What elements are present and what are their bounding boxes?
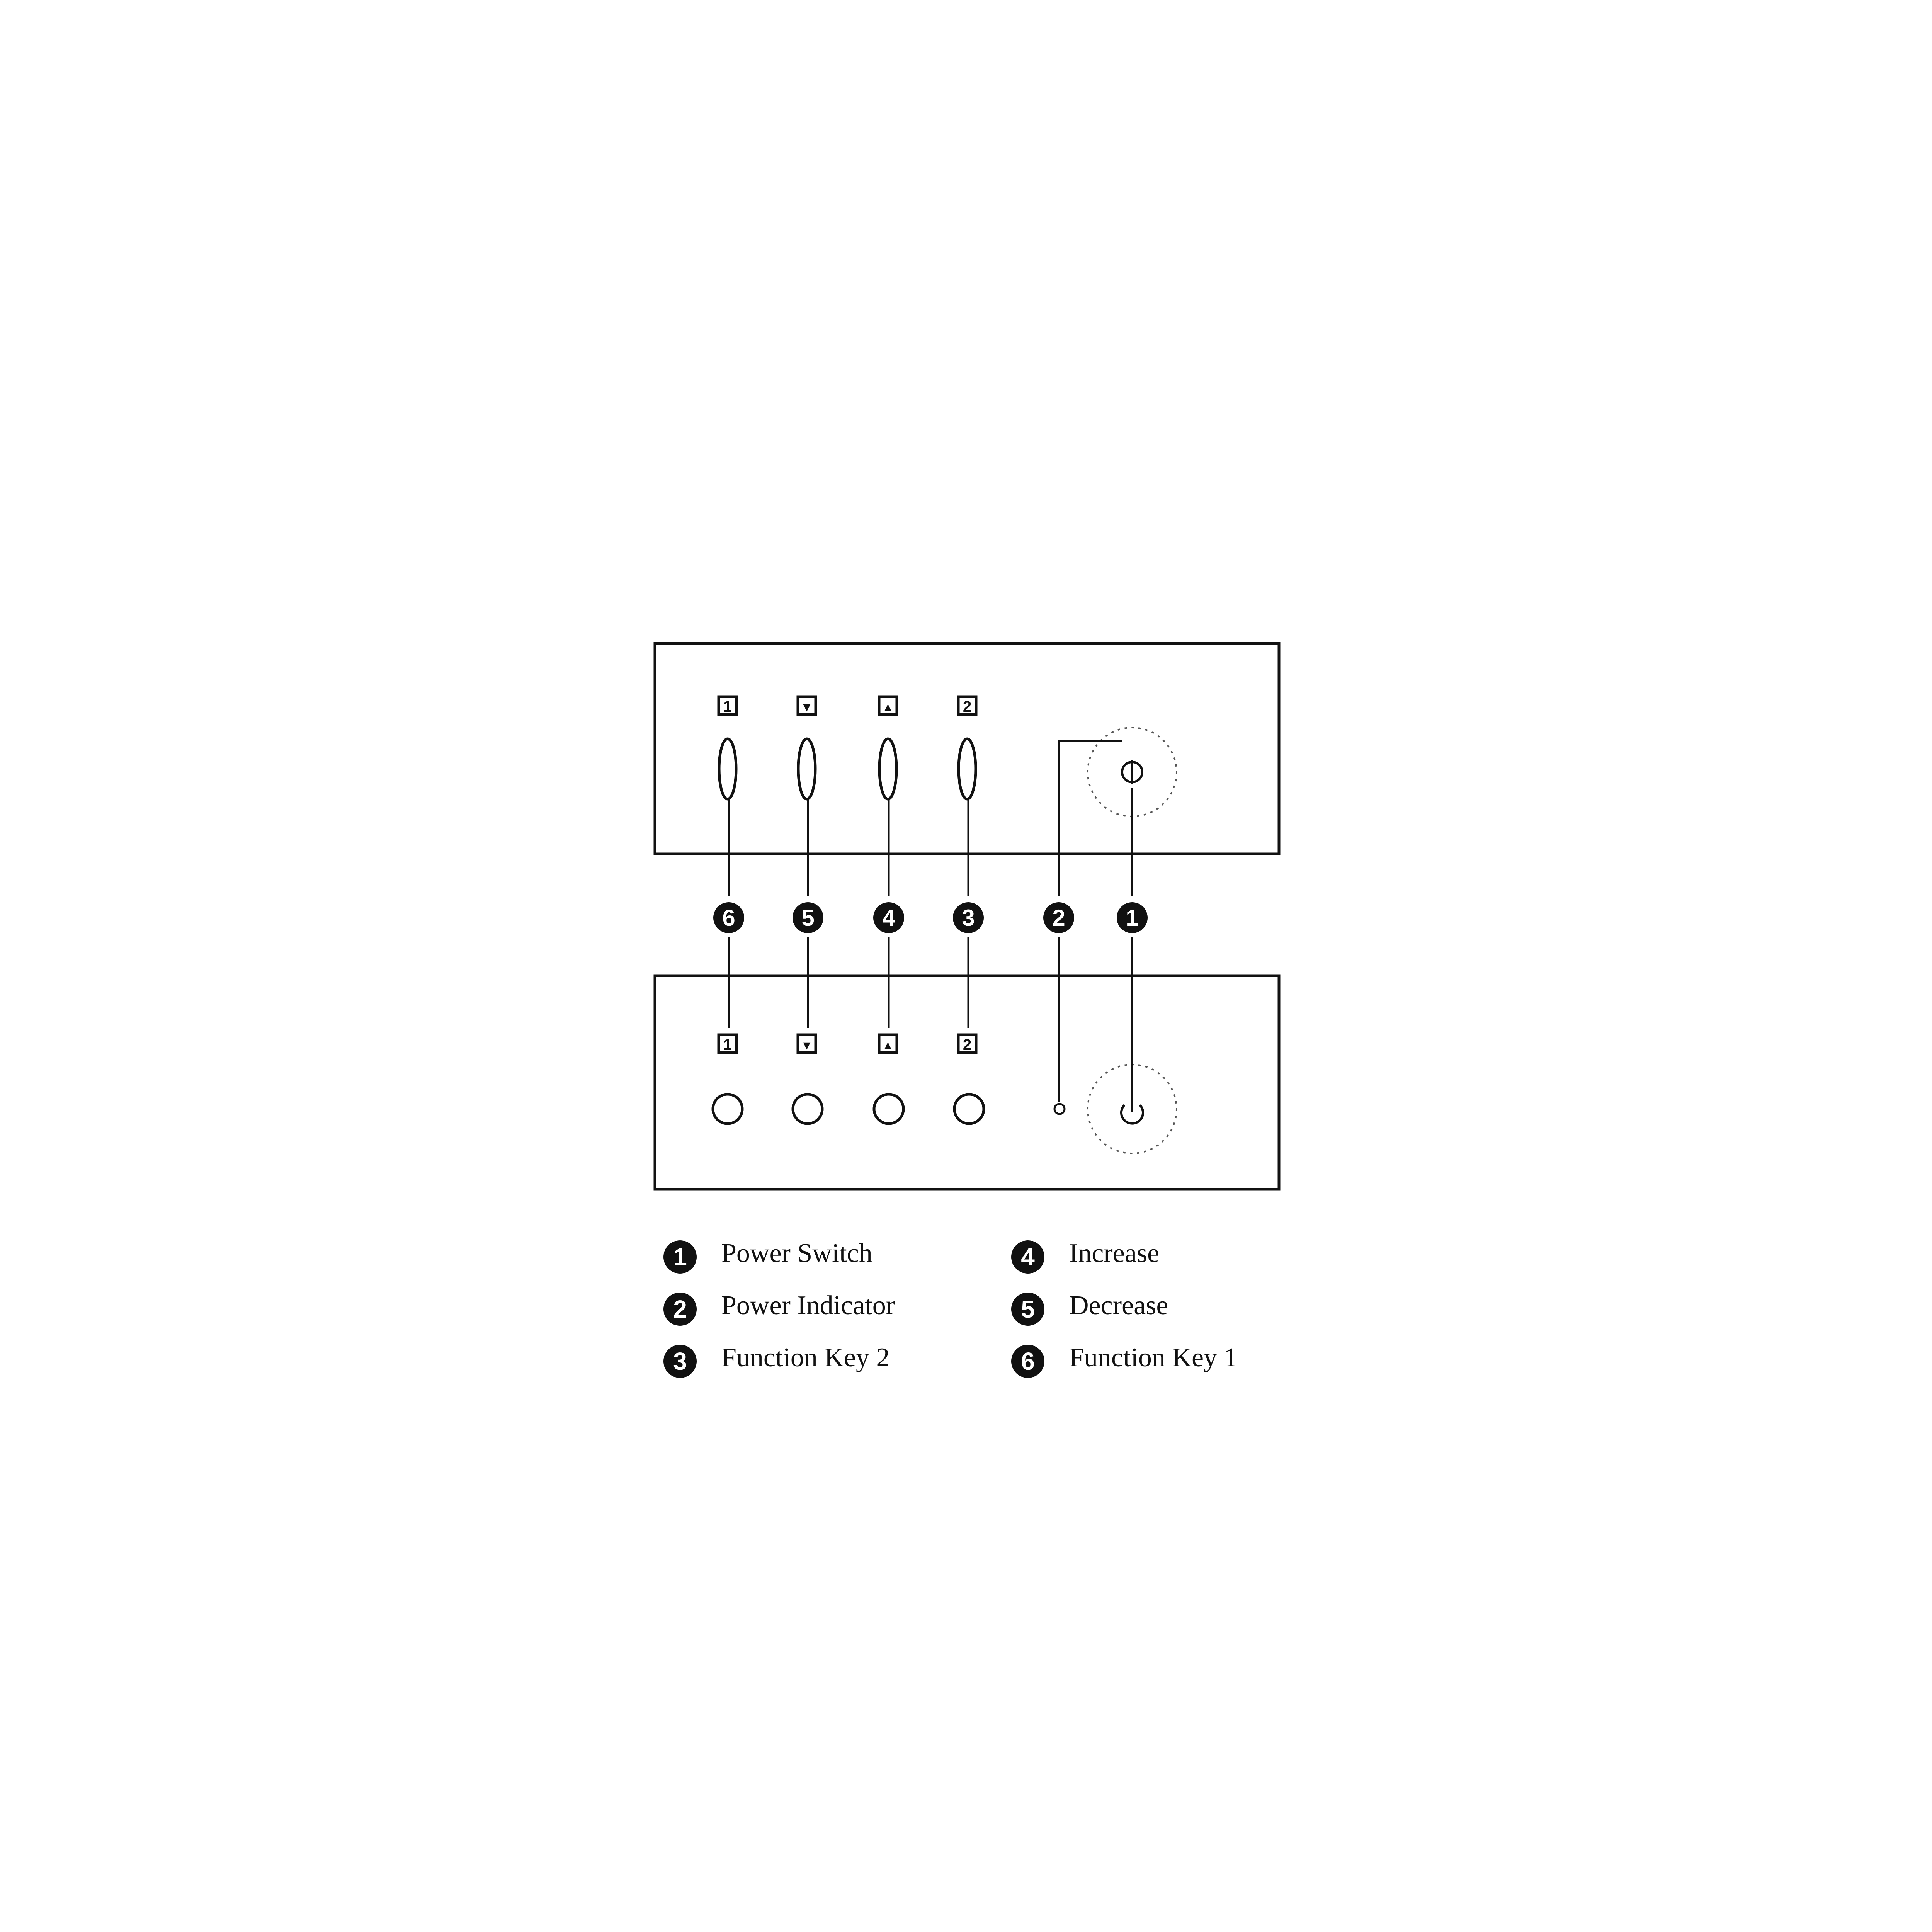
increase-glyph-bottom: ▲ [882,1038,894,1052]
top-panel [655,643,1279,854]
function-key-2-glyph: 2 [963,698,972,715]
legend-num: 2 [663,1293,697,1326]
legend-label: Function Key 2 [721,1343,890,1372]
decrease-oval [798,739,815,799]
callout-2: 2 [1052,905,1065,931]
legend-label: Function Key 1 [1069,1343,1238,1372]
function-key-2-glyph-bottom: 2 [963,1036,972,1053]
legend-num: 4 [1011,1240,1044,1274]
function-key-1-glyph-bottom: 1 [723,1036,732,1053]
legend-num: 3 [663,1345,697,1378]
legend-num: 1 [663,1240,697,1274]
callout-1: 1 [1126,905,1139,931]
function-key-2-button [954,1094,984,1124]
function-key-2-oval [959,739,976,799]
legend-label: Increase [1069,1238,1160,1268]
increase-button [874,1094,903,1124]
legend-label: Power Indicator [721,1291,895,1320]
decrease-glyph: ▼ [801,700,813,714]
increase-glyph: ▲ [882,700,894,714]
function-key-1-button [713,1094,742,1124]
callout-3: 3 [962,905,975,931]
leader-2-top [1059,741,1122,896]
bottom-panel [655,976,1279,1189]
legend-num: 5 [1011,1293,1044,1326]
legend-label: Power Switch [721,1238,872,1268]
callout-4: 4 [882,905,895,931]
increase-oval [879,739,896,799]
decrease-button [793,1094,822,1124]
callout-5: 5 [801,905,815,931]
power-indicator-led [1054,1104,1065,1114]
function-key-1-glyph: 1 [723,698,732,715]
function-key-1-oval [719,739,736,799]
decrease-glyph-bottom: ▼ [801,1038,813,1052]
legend-label: Decrease [1069,1291,1168,1320]
callout-6: 6 [722,905,735,931]
legend-num: 6 [1011,1345,1044,1378]
